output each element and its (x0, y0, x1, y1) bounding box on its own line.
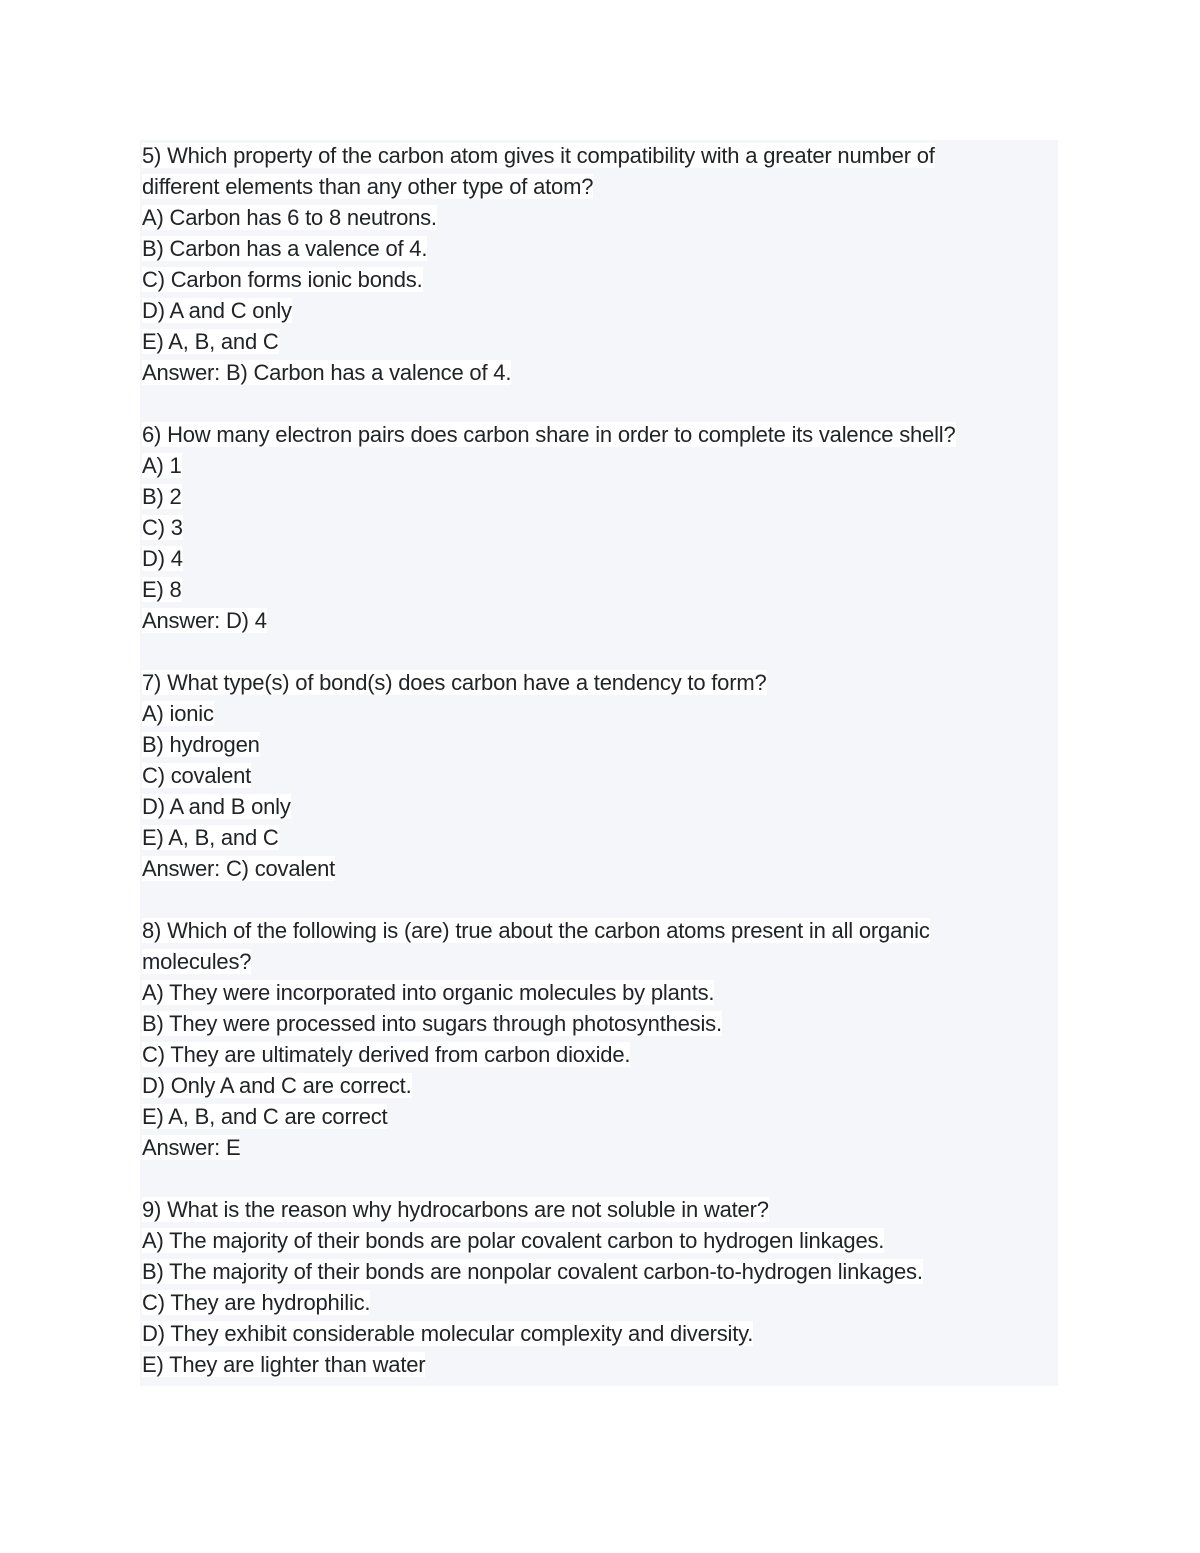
answer-option-d: D) They exhibit considerable molecular complexity and diversity. (142, 1321, 754, 1346)
question-7 (142, 667, 1058, 884)
answer-option-b: B) 2 (142, 484, 182, 509)
question-stem: 6) How many electron pairs does carbon share in order to complete its valence shell? (142, 422, 956, 447)
answer-option-a: A) ionic (142, 701, 214, 726)
answer-option-a: A) The majority of their bonds are polar covalent carbon to hydrogen linkages. (142, 1228, 885, 1253)
answer-key: Answer: C) covalent (142, 856, 336, 881)
answer-option-b: B) The majority of their bonds are nonpolar covalent carbon-to-hydrogen linkages. (142, 1259, 923, 1284)
answer-option-a: A) They were incorporated into organic molecules by plants. (142, 980, 715, 1005)
answer-option-e: E) A, B, and C (142, 329, 279, 354)
question-stem: molecules? (142, 949, 252, 974)
question-stem: 9) What is the reason why hydrocarbons are not soluble in water? (142, 1197, 769, 1222)
spacer (142, 388, 1058, 419)
answer-option-d: D) Only A and C are correct. (142, 1073, 412, 1098)
answer-option-d: D) A and B only (142, 794, 291, 819)
answer-option-d: D) 4 (142, 546, 183, 571)
answer-option-c: C) covalent (142, 763, 252, 788)
answer-option-e: E) A, B, and C are correct (142, 1104, 388, 1129)
answer-option-d: D) A and C only (142, 298, 292, 323)
answer-option-a: A) 1 (142, 453, 182, 478)
question-5 (142, 140, 1058, 388)
question-stem: 8) Which of the following is (are) true about the carbon atoms present in all organic (142, 918, 930, 943)
document-page (140, 140, 1058, 1386)
question-6 (142, 419, 1058, 636)
answer-option-b: B) Carbon has a valence of 4. (142, 236, 428, 261)
question-9 (142, 1194, 1058, 1380)
answer-option-c: C) They are ultimately derived from carbon dioxide. (142, 1042, 631, 1067)
answer-key: Answer: D) 4 (142, 608, 267, 633)
question-stem: 5) Which property of the carbon atom gives it compatibility with a greater number of (142, 143, 935, 168)
answer-option-e: E) A, B, and C (142, 825, 279, 850)
spacer (142, 884, 1058, 915)
question-stem: different elements than any other type of atom? (142, 174, 594, 199)
question-stem: 7) What type(s) of bond(s) does carbon have a tendency to form? (142, 670, 767, 695)
spacer (142, 636, 1058, 667)
answer-option-c: C) Carbon forms ionic bonds. (142, 267, 423, 292)
answer-option-a: A) Carbon has 6 to 8 neutrons. (142, 205, 437, 230)
question-list (142, 140, 1058, 1380)
spacer (142, 1163, 1058, 1194)
answer-option-b: B) They were processed into sugars through photosynthesis. (142, 1011, 722, 1036)
answer-key: Answer: B) Carbon has a valence of 4. (142, 360, 512, 385)
answer-option-b: B) hydrogen (142, 732, 260, 757)
answer-option-c: C) 3 (142, 515, 183, 540)
answer-option-e: E) 8 (142, 577, 182, 602)
answer-key: Answer: E (142, 1135, 241, 1160)
answer-option-e: E) They are lighter than water (142, 1352, 426, 1377)
question-8 (142, 915, 1058, 1163)
answer-option-c: C) They are hydrophilic. (142, 1290, 371, 1315)
